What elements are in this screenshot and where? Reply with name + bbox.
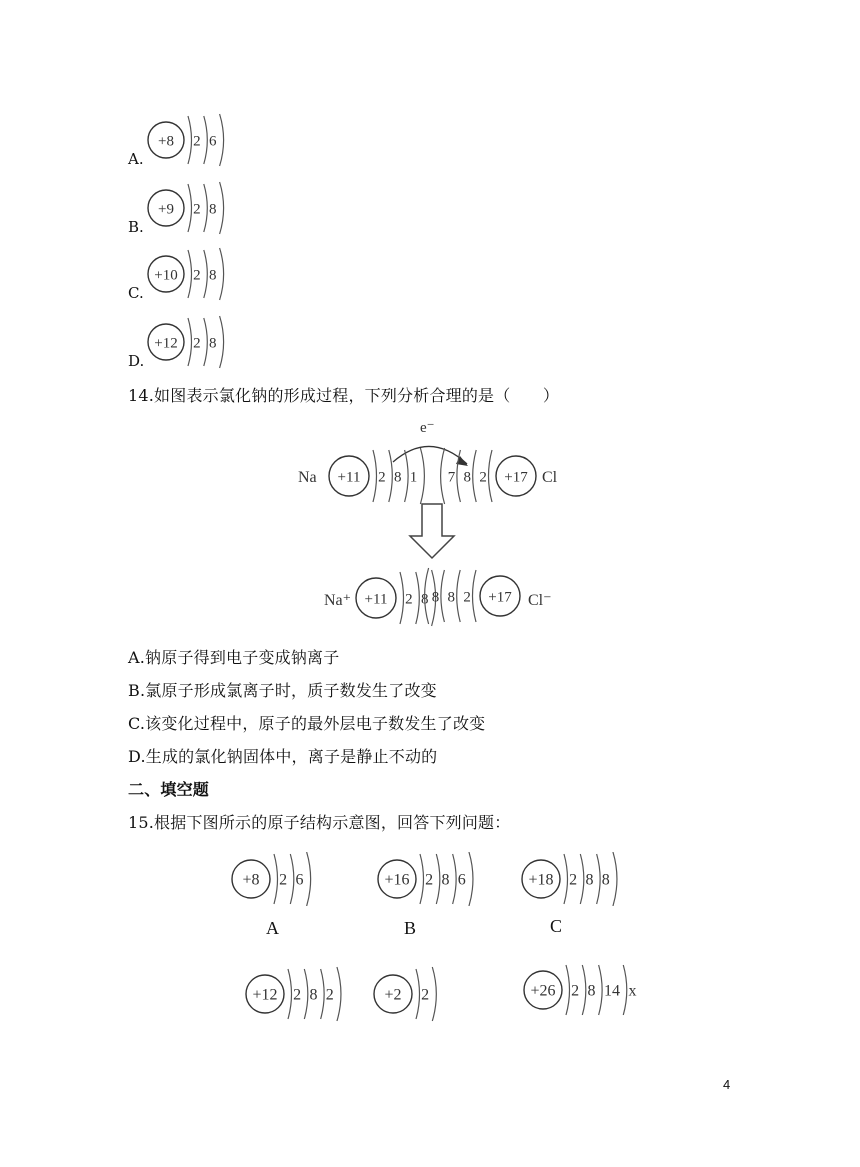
electron-shell-arc [389, 450, 393, 502]
shell-electron-count: 2 [293, 986, 302, 1004]
page-number: 4 [723, 1077, 731, 1092]
nucleus-charge: +9 [158, 201, 174, 218]
option-letter: B. [128, 218, 144, 236]
atom-d-diagram [240, 966, 360, 1022]
question-15-stem: 15.根据下图所示的原子结构示意图，回答下列问题： [128, 813, 511, 832]
shell-electron-count: x [628, 982, 637, 1000]
shell-electron-count: 1 [409, 469, 418, 486]
option-letter: C. [128, 284, 144, 302]
shell-electron-count: 8 [208, 335, 217, 352]
section-title: 二、填空题 [128, 780, 210, 799]
nucleus-charge: +8 [158, 133, 174, 150]
electron-shell-arc [304, 969, 308, 1019]
nucleus-charge: +12 [154, 335, 178, 352]
atom-e-diagram [368, 966, 488, 1022]
electron-shell-arc [220, 114, 224, 166]
shell-electron-count: 14 [603, 982, 620, 1000]
cl-atom-label: Cl [542, 469, 558, 486]
shell-electron-count: 2 [571, 982, 580, 1000]
na-atom-label: Na [298, 469, 317, 486]
atom-f [518, 958, 638, 1026]
shell-electron-count: 6 [208, 133, 217, 150]
shell-electron-count: 8 [420, 591, 429, 608]
na-ion-label: Na⁺ [324, 592, 352, 609]
nucleus-charge: +26 [530, 982, 556, 1000]
electron-shell-arc [436, 854, 440, 904]
electron-shell-arc [220, 316, 224, 368]
electron-shell-arc [473, 450, 477, 502]
electron-shell-arc [457, 570, 461, 622]
nucleus-charge: +2 [384, 986, 402, 1004]
atom-b-diagram [372, 852, 492, 906]
electron-shell-arc [373, 450, 377, 502]
electron-shell-arc [188, 184, 192, 232]
shell-electron-count: 2 [193, 133, 201, 150]
atom-a-diagram [226, 852, 346, 906]
shell-electron-count: 2 [421, 986, 430, 1004]
atom-label: C [550, 916, 563, 936]
electron-shell-arc [220, 182, 224, 234]
electron-shell-arc [188, 116, 192, 164]
na-atom-diagram [329, 448, 424, 504]
shell-electron-count: 2 [325, 986, 334, 1004]
electron-shell-arc [337, 967, 341, 1021]
shell-electron-count: 8 [585, 871, 594, 889]
electron-label: e⁻ [420, 420, 435, 436]
electron-shell-arc [274, 854, 278, 904]
atom-diagram-d [142, 314, 242, 370]
shell-electron-count: 2 [279, 871, 288, 889]
atom-diagram-a [142, 112, 242, 168]
electron-shell-arc [416, 572, 420, 624]
q14-option-d: D.生成的氯化钠固体中，离子是静止不动的 [128, 747, 438, 766]
nacl-formation-diagram [290, 412, 580, 637]
shell-electron-count: 6 [295, 871, 304, 889]
nucleus-charge: +11 [337, 469, 361, 486]
cl-atom-diagram [441, 448, 536, 504]
electron-shell-arc [582, 965, 586, 1015]
nucleus-charge: +16 [384, 871, 410, 889]
electron-shell-arc [405, 450, 409, 502]
shell-electron-count: 2 [378, 469, 386, 486]
shell-electron-count: 8 [601, 871, 610, 889]
shell-electron-count: 2 [405, 591, 413, 608]
q14-option-c: C.该变化过程中，原子的最外层电子数发生了改变 [128, 714, 486, 733]
nucleus-charge: +11 [364, 591, 388, 608]
question-14-stem: 14.如图表示氯化钠的形成过程，下列分析合理的是（ ） [128, 386, 560, 405]
electron-shell-arc [400, 572, 404, 624]
electron-shell-arc [204, 318, 208, 366]
electron-shell-arc [288, 969, 292, 1019]
shell-electron-count: 8 [447, 589, 456, 606]
electron-shell-arc [188, 250, 192, 298]
shell-electron-count: 2 [569, 871, 578, 889]
atom-a [226, 852, 346, 938]
shell-electron-count: 8 [441, 871, 450, 889]
electron-shell-arc [599, 965, 603, 1015]
atom-diagram-b [142, 180, 242, 236]
shell-electron-count: 8 [587, 982, 596, 1000]
option-letter: D. [128, 352, 145, 370]
electron-shell-arc [220, 248, 224, 300]
shell-electron-count: 8 [431, 589, 440, 606]
atom-c-diagram [516, 852, 636, 906]
na-ion-diagram [356, 570, 436, 626]
electron-shell-arc [307, 852, 311, 906]
electron-shell-arc [420, 448, 424, 504]
electron-transfer-arrow [393, 446, 467, 464]
electron-shell-arc [469, 852, 473, 906]
atom-d [240, 966, 360, 1026]
electron-shell-arc [613, 852, 617, 906]
atom-diagram-c [142, 246, 242, 302]
shell-electron-count: 6 [457, 871, 466, 889]
nucleus-charge: +10 [154, 267, 178, 284]
shell-electron-count: 8 [208, 267, 217, 284]
shell-electron-count: 7 [447, 469, 456, 486]
q14-option-a: A.钠原子得到电子变成钠离子 [128, 648, 340, 667]
atom-label: B [404, 918, 417, 938]
electron-shell-arc [420, 854, 424, 904]
shell-electron-count: 2 [193, 335, 201, 352]
shell-electron-count: 2 [193, 201, 201, 218]
cl-ion-label: Cl⁻ [528, 592, 552, 609]
down-arrow-icon [410, 504, 454, 558]
shell-electron-count: 8 [208, 201, 217, 218]
electron-shell-arc [566, 965, 570, 1015]
electron-shell-arc [290, 854, 294, 904]
electron-shell-arc [432, 967, 436, 1021]
cl-ion-diagram [425, 568, 520, 624]
electron-shell-arc [453, 854, 457, 904]
electron-shell-arc [623, 965, 627, 1015]
shell-electron-count: 2 [463, 589, 471, 606]
electron-shell-arc [188, 318, 192, 366]
nucleus-charge: +12 [252, 986, 278, 1004]
electron-shell-arc [204, 250, 208, 298]
electron-shell-arc [441, 570, 445, 622]
nucleus-charge: +8 [242, 871, 260, 889]
shell-electron-count: 2 [479, 469, 487, 486]
atom-e [368, 966, 488, 1026]
atom-label: A [266, 918, 279, 938]
electron-shell-arc [204, 116, 208, 164]
nucleus-charge: +18 [528, 871, 554, 889]
option-letter: A. [128, 150, 144, 168]
electron-shell-arc [441, 448, 445, 504]
electron-shell-arc [489, 450, 493, 502]
electron-shell-arc [321, 969, 325, 1019]
electron-shell-arc [473, 570, 477, 622]
nucleus-charge: +17 [504, 469, 528, 486]
electron-shell-arc [580, 854, 584, 904]
electron-shell-arc [204, 184, 208, 232]
atom-f-diagram [518, 958, 638, 1022]
shell-electron-count: 2 [425, 871, 434, 889]
shell-electron-count: 8 [309, 986, 318, 1004]
shell-electron-count: 8 [393, 469, 402, 486]
q14-option-b: B.氯原子形成氯离子时，质子数发生了改变 [128, 681, 437, 700]
shell-electron-count: 2 [193, 267, 201, 284]
atom-c [516, 852, 636, 936]
electron-shell-arc [597, 854, 601, 904]
nucleus-charge: +17 [488, 589, 512, 606]
electron-shell-arc [564, 854, 568, 904]
electron-shell-arc [416, 969, 420, 1019]
atom-b [372, 852, 492, 938]
shell-electron-count: 8 [463, 469, 472, 486]
